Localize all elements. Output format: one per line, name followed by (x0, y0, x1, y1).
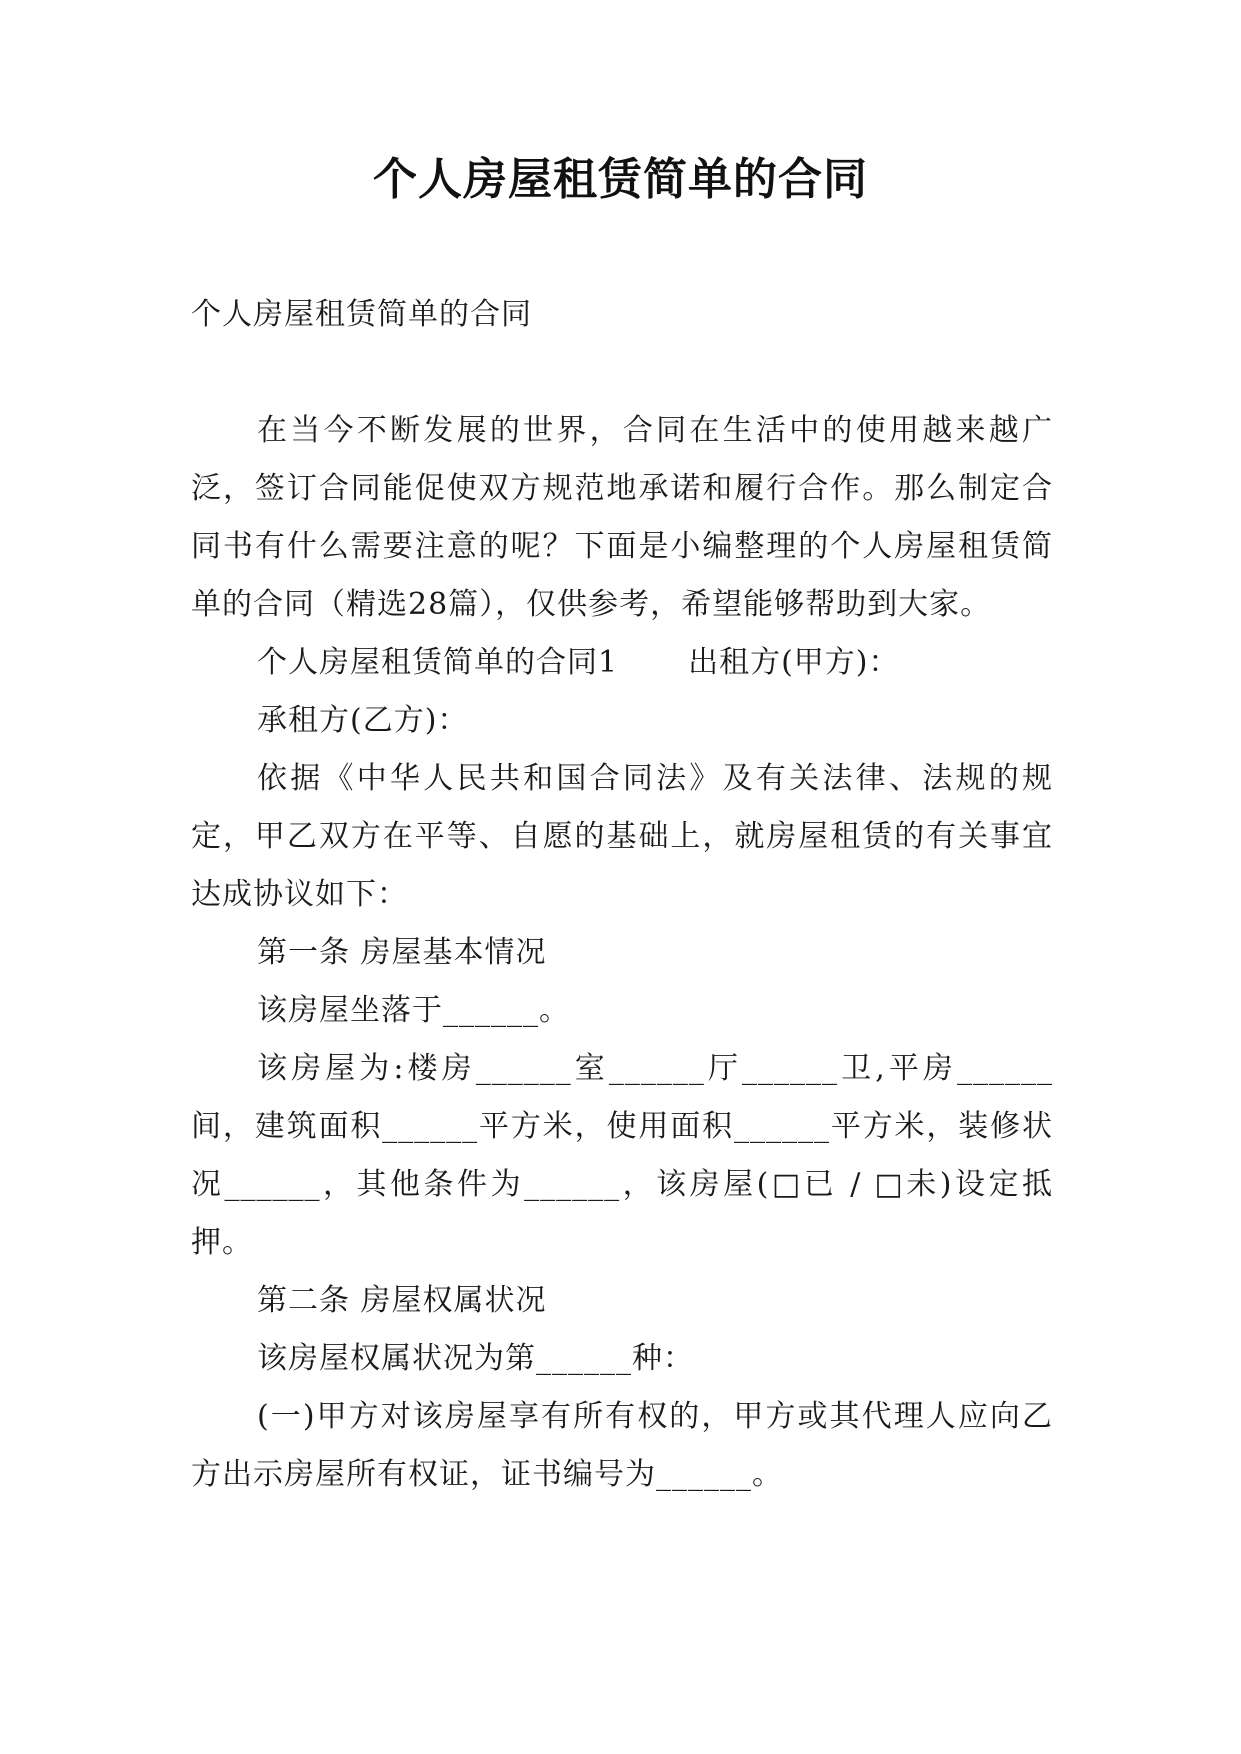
article2-item1: (一)甲方对该房屋享有所有权的，甲方或其代理人应向乙方出示房屋所有权证，证书编号为______。 (191, 1399, 1053, 1492)
article1-location: 该房屋坐落于______。 (257, 993, 570, 1028)
article1-title: 第一条 房屋基本情况 (257, 935, 547, 970)
basis-paragraph: 依据《中华人民共和国合同法》及有关法律、法规的规定，甲乙双方在平等、自愿的基础上，就房屋租赁的有关事宜达成协议如下： (191, 761, 1053, 912)
article1-details: 该房屋为:楼房______室______厅______卫,平房______间，建筑面积______平方米，使用面积______平方米，装修状况______，其他条件为______，该房屋(□已 / □未)设定抵押。 (191, 1051, 1053, 1260)
lessor-label: 出租方(甲方)： (688, 645, 900, 680)
intro-paragraph: 在当今不断发展的世界，合同在生活中的使用越来越广泛，签订合同能促使双方规范地承诺和履行合作。那么制定合同书有什么需要注意的呢？下面是小编整理的个人房屋租赁简单的合同（精选28篇），仅供参考，希望能够帮助到大家。 (191, 413, 1053, 622)
article2-type: 该房屋权属状况为第______种： (257, 1341, 694, 1376)
lessee-label: 承租方(乙方)： (257, 703, 469, 738)
article2-title: 第二条 房屋权属状况 (257, 1283, 547, 1318)
document-subtitle: 个人房屋租赁简单的合同 (191, 297, 532, 332)
contract1-heading: 个人房屋租赁简单的合同1 (257, 645, 619, 680)
document-title: 个人房屋租赁简单的合同 (373, 154, 868, 205)
document-body (191, 286, 1053, 1504)
contract1-heading-line (191, 634, 1053, 692)
